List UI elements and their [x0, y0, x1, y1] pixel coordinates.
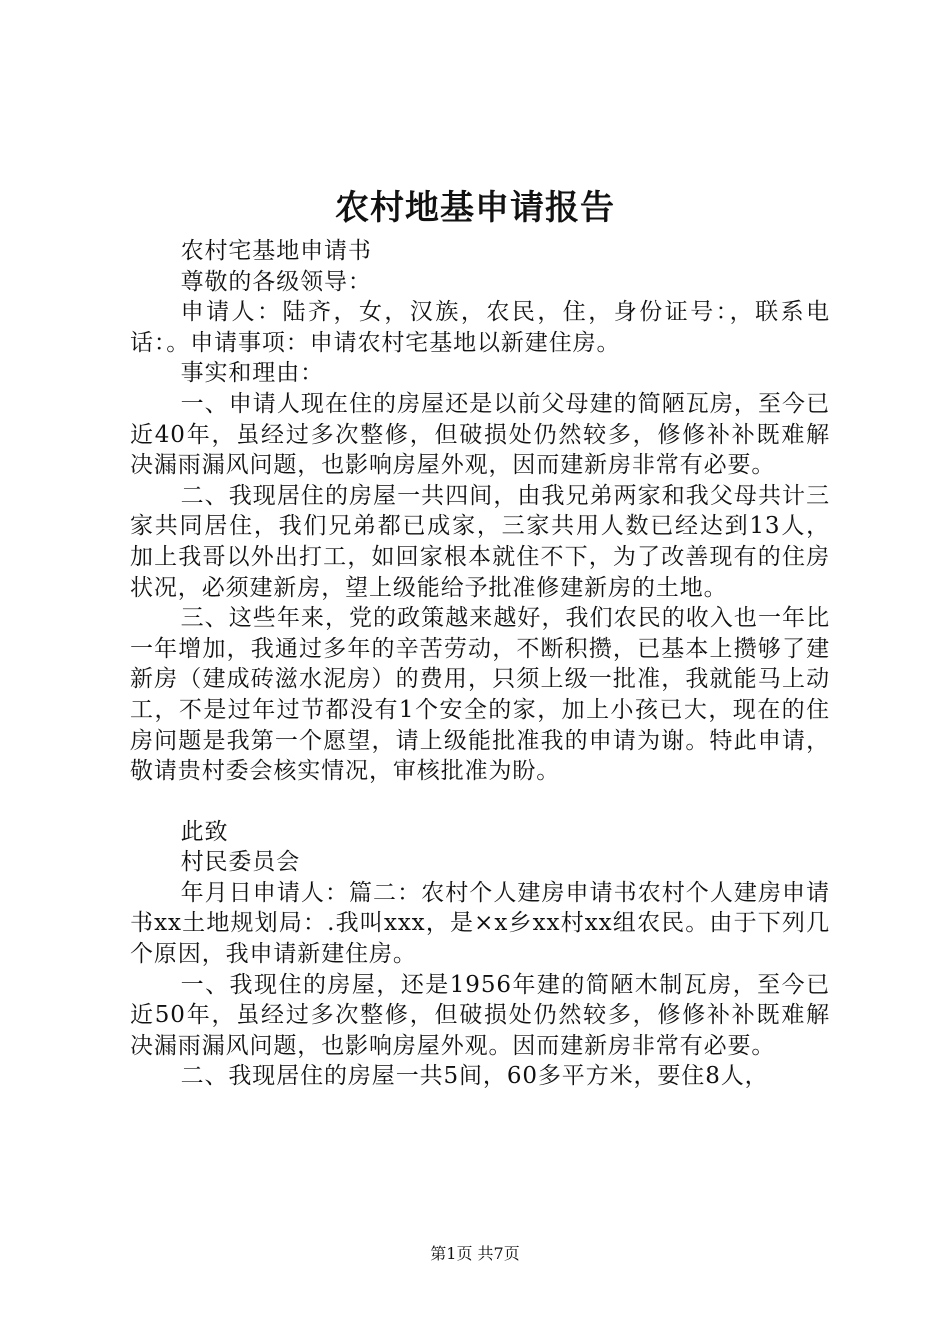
paragraph-reason-one: 一、申请人现在住的房屋还是以前父母建的简陋瓦房，至今已近40年，虽经过多次整修，但破损处仍然较多，修修补补既难解决漏雨漏风问题，也影响房屋外观，因而建新房非常有必要。 [130, 390, 830, 479]
paragraph-recipient: 村民委员会 [180, 849, 301, 876]
paragraph-part-two-intro: 年月日申请人：篇二：农村个人建房申请书农村个人建房申请书xx土地规划局：.我叫xxx，是×x乡xx村xx组农民。由于下列几个原因，我申请新建住房。 [130, 879, 830, 968]
page-footer: 第1页 共7页 [430, 1244, 520, 1263]
paragraph-applicant: 申请人：陆齐，女，汉族，农民，住，身份证号：，联系电话：。申请事项：申请农村宅基地以新建住房。 [130, 299, 830, 356]
document-body [130, 236, 830, 1092]
paragraph-salutation: 尊敬的各级领导： [180, 268, 372, 295]
paragraph-closing: 此致 [180, 818, 229, 845]
paragraph-reason-three: 三、这些年来，党的政策越来越好，我们农民的收入也一年比一年增加，我通过多年的辛苦劳动，不断积攒，已基本上攒够了建新房（建成砖滋水泥房）的费用，只须上级一批准，我就能马上动工，不是过年过节都没有1个安全的家，加上小孩已大，现在的住房问题是我第一个愿望，请上级能批准我的申请为谢。特此申请，敬请贵村委会核实情况，审核批准为盼。 [130, 605, 830, 785]
paragraph-reason-two: 二、我现居住的房屋一共四间，由我兄弟两家和我父母共计三家共同居住，我们兄弟都已成家，三家共用人数已经达到13人，加上我哥以外出打工，如回家根本就住不下，为了改善现有的住房状况，必须建新房，望上级能给予批准修建新房的土地。 [130, 482, 830, 601]
paragraph-part-two-reason-two: 二、我现居住的房屋一共5间，60多平方米，要住8人， [180, 1063, 769, 1090]
paragraph-heading: 农村宅基地申请书 [180, 238, 372, 264]
paragraph-reasons-label: 事实和理由： [180, 360, 324, 387]
document-title: 农村地基申请报告 [335, 188, 615, 228]
paragraph-part-two-reason-one: 一、我现住的房屋，还是1956年建的简陋木制瓦房，至今已近50年，虽经过多次整修，但破损处仍然较多，修修补补既难解决漏雨漏风问题，也影响房屋外观。因而建新房非常有必要。 [130, 971, 830, 1059]
